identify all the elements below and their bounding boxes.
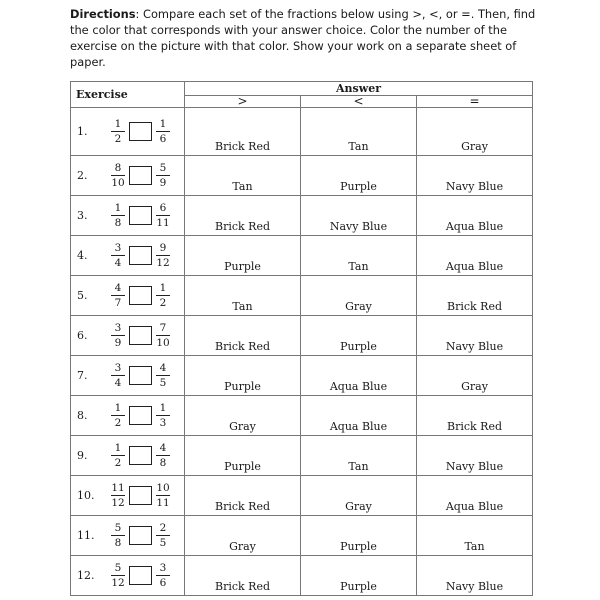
numerator: 4 (159, 442, 167, 454)
comparison-answer-box[interactable] (129, 526, 152, 545)
numerator: 10 (156, 482, 170, 494)
answer-greater-color: Brick Red (185, 196, 301, 236)
answer-equal-color: Gray (417, 108, 533, 156)
answer-equal-color: Navy Blue (417, 556, 533, 596)
exercise-number: 3. (77, 209, 88, 222)
comparison-answer-box[interactable] (129, 486, 152, 505)
comparison-answer-box[interactable] (129, 326, 152, 345)
numerator: 3 (114, 362, 122, 374)
exercise-cell (71, 516, 185, 556)
denominator: 9 (114, 337, 122, 349)
exercise-cell (71, 556, 185, 596)
answer-less-color: Purple (301, 316, 417, 356)
fraction-left (111, 402, 125, 429)
answer-greater-color: Gray (185, 396, 301, 436)
numerator: 1 (114, 442, 122, 454)
exercise-cell (71, 356, 185, 396)
fraction-right (156, 442, 170, 469)
answer-greater-color: Tan (185, 276, 301, 316)
exercise-number: 4. (77, 249, 88, 262)
fraction-right (156, 522, 170, 549)
answer-equal-color: Aqua Blue (417, 236, 533, 276)
answer-greater-color: Purple (185, 236, 301, 276)
answer-equal-color: Tan (417, 516, 533, 556)
fraction-right (156, 482, 170, 509)
table-row (71, 476, 533, 516)
fraction-bar (111, 131, 125, 132)
fraction-bar (156, 295, 170, 296)
table-row (71, 108, 533, 156)
numerator: 5 (114, 522, 122, 534)
numerator: 1 (114, 118, 122, 130)
denominator: 10 (111, 177, 125, 189)
numerator: 8 (114, 162, 122, 174)
exercise-number: 12. (77, 569, 95, 582)
exercise-number: 10. (77, 489, 95, 502)
denominator: 6 (159, 577, 167, 589)
fraction-right (156, 162, 170, 189)
numerator: 2 (159, 522, 167, 534)
answer-equal-color: Aqua Blue (417, 196, 533, 236)
denominator: 11 (156, 217, 170, 229)
numerator: 4 (114, 282, 122, 294)
fraction-right (156, 242, 170, 269)
exercise-cell (71, 108, 185, 156)
answer-less-color: Purple (301, 156, 417, 196)
denominator: 7 (114, 297, 122, 309)
table-row (71, 356, 533, 396)
fraction-left (111, 202, 125, 229)
answer-less-color: Aqua Blue (301, 396, 417, 436)
table-row (71, 436, 533, 476)
numerator: 4 (159, 362, 167, 374)
denominator: 12 (111, 577, 125, 589)
denominator: 8 (114, 537, 122, 549)
fraction-right (156, 322, 170, 349)
answer-equal-color: Brick Red (417, 396, 533, 436)
denominator: 5 (159, 537, 167, 549)
comparison-answer-box[interactable] (129, 122, 152, 141)
denominator: 12 (111, 497, 125, 509)
fraction-bar (111, 215, 125, 216)
answer-equal-color: Navy Blue (417, 316, 533, 356)
fraction-bar (156, 575, 170, 576)
comparison-answer-box[interactable] (129, 566, 152, 585)
fraction-left (111, 242, 125, 269)
answer-greater-color: Brick Red (185, 556, 301, 596)
symbol-equal: = (417, 96, 533, 108)
answer-equal-color: Gray (417, 356, 533, 396)
fraction-bar (156, 175, 170, 176)
denominator: 4 (114, 377, 122, 389)
table-row (71, 316, 533, 356)
exercise-cell (71, 316, 185, 356)
exercise-number: 5. (77, 289, 88, 302)
numerator: 9 (159, 242, 167, 254)
denominator: 11 (156, 497, 170, 509)
numerator: 5 (159, 162, 167, 174)
fraction-left (111, 282, 125, 309)
numerator: 3 (159, 562, 167, 574)
fraction-bar (156, 215, 170, 216)
table-row (71, 516, 533, 556)
answer-equal-color: Brick Red (417, 276, 533, 316)
table-row (71, 556, 533, 596)
answer-equal-color: Aqua Blue (417, 476, 533, 516)
denominator: 8 (114, 217, 122, 229)
exercise-cell (71, 196, 185, 236)
fraction-bar (111, 375, 125, 376)
exercise-number: 8. (77, 409, 88, 422)
denominator: 2 (159, 297, 167, 309)
fraction-bar (111, 575, 125, 576)
answer-greater-color: Purple (185, 436, 301, 476)
fraction-right (156, 282, 170, 309)
exercise-cell (71, 396, 185, 436)
answer-less-color: Gray (301, 476, 417, 516)
directions-text (70, 6, 540, 70)
answer-greater-color: Gray (185, 516, 301, 556)
answer-equal-color: Navy Blue (417, 156, 533, 196)
exercise-number: 7. (77, 369, 88, 382)
numerator: 1 (159, 282, 167, 294)
answer-greater-color: Tan (185, 156, 301, 196)
comparison-answer-box[interactable] (129, 366, 152, 385)
exercise-cell (71, 436, 185, 476)
exercise-cell (71, 476, 185, 516)
comparison-answer-box[interactable] (129, 166, 152, 185)
comparison-answer-box[interactable] (129, 286, 152, 305)
denominator: 2 (114, 417, 122, 429)
fraction-bar (156, 375, 170, 376)
comparison-answer-box[interactable] (129, 406, 152, 425)
denominator: 4 (114, 257, 122, 269)
table-row (71, 396, 533, 436)
symbol-greater: > (185, 96, 301, 108)
comparison-answer-box[interactable] (129, 446, 152, 465)
fraction-left (111, 118, 125, 145)
fraction-left (111, 362, 125, 389)
fraction-bar (156, 495, 170, 496)
answer-less-color: Aqua Blue (301, 356, 417, 396)
fraction-right (156, 202, 170, 229)
fraction-bar (111, 415, 125, 416)
exercise-number: 2. (77, 169, 88, 182)
answer-less-color: Gray (301, 276, 417, 316)
denominator: 2 (114, 133, 122, 145)
exercise-number: 9. (77, 449, 88, 462)
fraction-bar (156, 415, 170, 416)
directions-body: : Compare each set of the fractions below using >, <, or =. Then, find the color that corresponds with your answer choice. Color the number of the exercise on the picture with that color. Show your work on a separate sheet of paper. (70, 7, 536, 69)
exercise-cell (71, 236, 185, 276)
numerator: 3 (114, 322, 122, 334)
directions-label: Directions (70, 7, 136, 21)
fraction-bar (156, 455, 170, 456)
fraction-left (111, 522, 125, 549)
fraction-right (156, 402, 170, 429)
exercise-number: 11. (77, 529, 95, 542)
header-row (71, 82, 533, 96)
answer-less-color: Navy Blue (301, 196, 417, 236)
comparison-answer-box[interactable] (129, 246, 152, 265)
denominator: 6 (159, 133, 167, 145)
numerator: 1 (159, 118, 167, 130)
denominator: 3 (159, 417, 167, 429)
answer-less-color: Tan (301, 236, 417, 276)
fraction-left (111, 482, 125, 509)
denominator: 10 (156, 337, 170, 349)
fraction-bar (111, 335, 125, 336)
answer-greater-color: Brick Red (185, 316, 301, 356)
answer-greater-color: Brick Red (185, 108, 301, 156)
table-row (71, 236, 533, 276)
numerator: 1 (114, 402, 122, 414)
fraction-bar (156, 535, 170, 536)
answer-header: Answer (185, 82, 533, 96)
fraction-left (111, 562, 125, 589)
numerator: 3 (114, 242, 122, 254)
answer-equal-color: Navy Blue (417, 436, 533, 476)
fraction-bar (156, 131, 170, 132)
denominator: 8 (159, 457, 167, 469)
answer-less-color: Purple (301, 556, 417, 596)
table-row (71, 156, 533, 196)
numerator: 6 (159, 202, 167, 214)
symbol-less: < (301, 96, 417, 108)
worksheet-table (70, 81, 533, 596)
fraction-left (111, 442, 125, 469)
fraction-left (111, 322, 125, 349)
comparison-answer-box[interactable] (129, 206, 152, 225)
fraction-bar (111, 295, 125, 296)
fraction-bar (156, 255, 170, 256)
fraction-bar (111, 455, 125, 456)
answer-greater-color: Brick Red (185, 476, 301, 516)
numerator: 7 (159, 322, 167, 334)
fraction-bar (111, 255, 125, 256)
numerator: 11 (111, 482, 125, 494)
fraction-right (156, 562, 170, 589)
fraction-bar (111, 535, 125, 536)
denominator: 9 (159, 177, 167, 189)
fraction-bar (111, 495, 125, 496)
table-row (71, 196, 533, 236)
numerator: 1 (114, 202, 122, 214)
answer-greater-color: Purple (185, 356, 301, 396)
numerator: 5 (114, 562, 122, 574)
numerator: 1 (159, 402, 167, 414)
denominator: 2 (114, 457, 122, 469)
exercise-cell (71, 156, 185, 196)
table-row (71, 276, 533, 316)
fraction-bar (111, 175, 125, 176)
answer-less-color: Purple (301, 516, 417, 556)
fraction-right (156, 118, 170, 145)
denominator: 5 (159, 377, 167, 389)
fraction-right (156, 362, 170, 389)
exercise-cell (71, 276, 185, 316)
exercise-number: 1. (77, 125, 88, 138)
denominator: 12 (156, 257, 170, 269)
fraction-left (111, 162, 125, 189)
answer-less-color: Tan (301, 108, 417, 156)
fraction-bar (156, 335, 170, 336)
exercise-number: 6. (77, 329, 88, 342)
exercise-header: Exercise (71, 82, 185, 108)
answer-less-color: Tan (301, 436, 417, 476)
